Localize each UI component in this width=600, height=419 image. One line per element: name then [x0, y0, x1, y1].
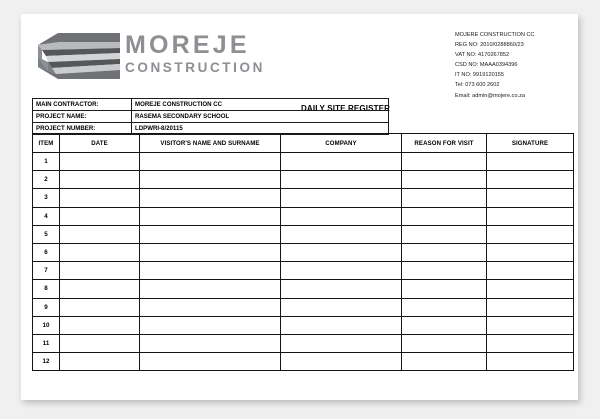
column-header-item: ITEM [33, 134, 60, 153]
cell-date[interactable] [60, 298, 140, 316]
cell-date[interactable] [60, 225, 140, 243]
cell-company[interactable] [281, 243, 402, 261]
contact-line: CSD NO: MAAA0394396 [455, 62, 518, 69]
daily-site-register-table [32, 133, 574, 371]
cell-company[interactable] [281, 353, 402, 371]
cell-visitor-name[interactable] [140, 225, 281, 243]
cell-reason[interactable] [402, 243, 487, 261]
table-row [33, 280, 574, 298]
cell-company[interactable] [281, 262, 402, 280]
cell-date[interactable] [60, 153, 140, 171]
cell-item-number[interactable]: 2 [33, 171, 60, 189]
cell-item-number[interactable]: 7 [33, 262, 60, 280]
contact-line: MOJERE CONSTRUCTION CC [455, 32, 535, 38]
cell-date[interactable] [60, 171, 140, 189]
cell-company[interactable] [281, 298, 402, 316]
cell-date[interactable] [60, 334, 140, 352]
cell-date[interactable] [60, 262, 140, 280]
register-rows [33, 153, 574, 371]
cell-item-number[interactable]: 5 [33, 225, 60, 243]
cell-reason[interactable] [402, 153, 487, 171]
table-row [33, 111, 389, 123]
table-header-row [33, 134, 574, 153]
table-row [33, 189, 574, 207]
cell-company[interactable] [281, 225, 402, 243]
table-row [33, 99, 389, 111]
cell-reason[interactable] [402, 225, 487, 243]
cell-reason[interactable] [402, 316, 487, 334]
cell-company[interactable] [281, 280, 402, 298]
cell-signature[interactable] [487, 189, 574, 207]
logo-company-name: MOREJE [125, 31, 250, 59]
cell-item-number[interactable]: 3 [33, 189, 60, 207]
cell-visitor-name[interactable] [140, 334, 281, 352]
cell-company[interactable] [281, 189, 402, 207]
cell-item-number[interactable]: 11 [33, 334, 60, 352]
info-label-main-contractor: MAIN CONTRACTOR: [33, 99, 132, 111]
cell-signature[interactable] [487, 334, 574, 352]
cell-company[interactable] [281, 316, 402, 334]
cell-signature[interactable] [487, 243, 574, 261]
info-value-project-number: LDPWRI-8/20115 [132, 123, 389, 135]
info-value-main-contractor: MOREJE CONSTRUCTION CC [132, 99, 389, 111]
cell-reason[interactable] [402, 189, 487, 207]
cell-reason[interactable] [402, 334, 487, 352]
cell-item-number[interactable]: 10 [33, 316, 60, 334]
cell-visitor-name[interactable] [140, 262, 281, 280]
cell-item-number[interactable]: 6 [33, 243, 60, 261]
column-header-company: COMPANY [281, 134, 402, 153]
cell-item-number[interactable]: 9 [33, 298, 60, 316]
contact-line: IT NO: 9919120155 [455, 72, 505, 79]
cell-visitor-name[interactable] [140, 316, 281, 334]
info-label-project-number: PROJECT NUMBER: [33, 123, 132, 135]
cell-reason[interactable] [402, 171, 487, 189]
cell-reason[interactable] [402, 207, 487, 225]
cell-date[interactable] [60, 316, 140, 334]
cell-date[interactable] [60, 353, 140, 371]
cell-item-number[interactable]: 12 [33, 353, 60, 371]
cell-signature[interactable] [487, 353, 574, 371]
cell-visitor-name[interactable] [140, 353, 281, 371]
contact-line: Tel: 073 600 2602 [455, 82, 500, 89]
logo-company-tagline: CONSTRUCTION [125, 60, 265, 76]
cell-signature[interactable] [487, 298, 574, 316]
cell-visitor-name[interactable] [140, 153, 281, 171]
cell-reason[interactable] [402, 262, 487, 280]
logo-wordmark [125, 32, 355, 75]
table-row [33, 353, 574, 371]
cell-item-number[interactable]: 8 [33, 280, 60, 298]
cell-date[interactable] [60, 243, 140, 261]
contact-email: Email: admin@mojere.co.za [455, 92, 526, 99]
table-row [33, 298, 574, 316]
column-header-signature: SIGNATURE [487, 134, 574, 153]
cell-visitor-name[interactable] [140, 189, 281, 207]
cell-signature[interactable] [487, 225, 574, 243]
info-label-project-name: PROJECT NAME: [33, 111, 132, 123]
cell-date[interactable] [60, 207, 140, 225]
cell-visitor-name[interactable] [140, 207, 281, 225]
document-sheet [21, 14, 578, 400]
construction-layers-logo-icon [36, 31, 121, 81]
cell-visitor-name[interactable] [140, 171, 281, 189]
cell-company[interactable] [281, 207, 402, 225]
cell-signature[interactable] [487, 207, 574, 225]
table-row [33, 262, 574, 280]
table-row [33, 171, 574, 189]
column-header-visitor-name: VISITOR'S NAME AND SURNAME [140, 134, 281, 153]
table-row [33, 316, 574, 334]
cell-item-number[interactable]: 4 [33, 207, 60, 225]
cell-signature[interactable] [487, 316, 574, 334]
contact-line: VAT NO: 4170267852 [455, 52, 510, 59]
cell-signature[interactable] [487, 280, 574, 298]
table-row [33, 153, 574, 171]
column-header-reason-for-visit: REASON FOR VISIT [402, 134, 487, 153]
project-info-table [32, 98, 389, 135]
cell-signature[interactable] [487, 262, 574, 280]
page-title: DAILY SITE REGISTER [301, 104, 391, 113]
cell-reason[interactable] [402, 280, 487, 298]
contact-line: REG NO: 2010/0288860/23 [455, 42, 524, 49]
cell-item-number[interactable]: 1 [33, 153, 60, 171]
table-row [33, 225, 574, 243]
table-row [33, 243, 574, 261]
table-row [33, 207, 574, 225]
info-value-project-name: RASEMA SECONDARY SCHOOL [132, 111, 389, 123]
cell-company[interactable] [281, 171, 402, 189]
cell-signature[interactable] [487, 171, 574, 189]
table-row [33, 334, 574, 352]
cell-visitor-name[interactable] [140, 243, 281, 261]
document-header [21, 14, 578, 99]
cell-reason[interactable] [402, 298, 487, 316]
cell-signature[interactable] [487, 153, 574, 171]
cell-company[interactable] [281, 334, 402, 352]
cell-visitor-name[interactable] [140, 280, 281, 298]
cell-reason[interactable] [402, 353, 487, 371]
cell-company[interactable] [281, 153, 402, 171]
cell-visitor-name[interactable] [140, 298, 281, 316]
cell-date[interactable] [60, 189, 140, 207]
column-header-date: DATE [60, 134, 140, 153]
cell-date[interactable] [60, 280, 140, 298]
contact-details-block [455, 30, 580, 101]
